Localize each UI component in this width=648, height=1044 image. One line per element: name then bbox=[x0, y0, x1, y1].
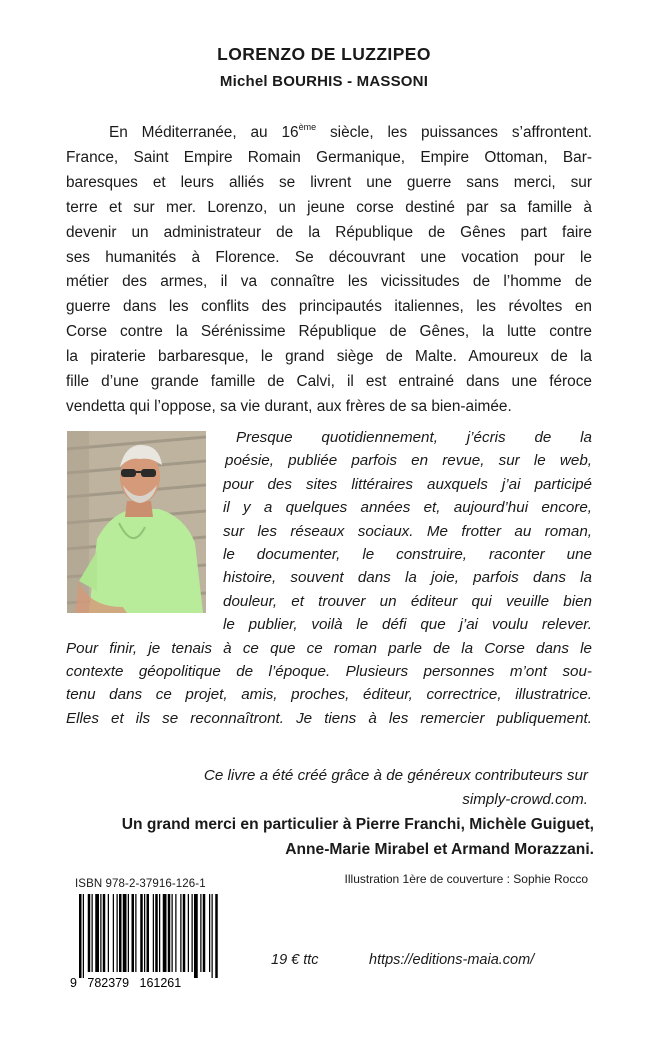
contributors-line: simply-crowd.com. bbox=[462, 790, 588, 808]
barcode-bar bbox=[123, 894, 127, 972]
barcode-bar bbox=[175, 894, 176, 972]
synopsis-line: France, Saint Empire Romain Germanique, Empire Ottoman, Bar- bbox=[66, 148, 592, 166]
barcode-bar bbox=[83, 894, 84, 978]
isbn-digits: 9 782379 161261 bbox=[70, 976, 182, 990]
barcode-bar bbox=[132, 894, 135, 972]
book-title: LORENZO DE LUZZIPEO bbox=[217, 44, 431, 64]
synopsis-line: baresques et leurs alliés se livrent une guerre sans merci, sur bbox=[66, 173, 592, 191]
synopsis-line: Corse contre la Sérénissime République de Gênes, la lutte contre bbox=[66, 323, 592, 341]
thanks-line: Un grand merci en particulier à Pierre Franchi, Michèle Guiguet, bbox=[121, 816, 594, 833]
synopsis-line: devenir un administrateur de la République de Gênes part faire bbox=[66, 223, 592, 241]
barcode-bar bbox=[144, 894, 145, 972]
bio-line: Presque quotidiennement, j’écris de la bbox=[236, 429, 592, 446]
barcode-bar bbox=[192, 894, 193, 972]
barcode-bar bbox=[119, 894, 122, 972]
synopsis-line: ses humanités à Florence. Se découvrant une vocation pour le bbox=[66, 248, 592, 266]
publisher-website[interactable]: https://editions-maia.com/ bbox=[369, 952, 535, 968]
thanks-note bbox=[0, 812, 594, 862]
synopsis-paragraph bbox=[66, 121, 592, 420]
price-label: 19 € ttc bbox=[271, 952, 319, 968]
barcode-bar bbox=[92, 894, 93, 972]
barcode-bar bbox=[140, 894, 143, 972]
bio-line: poésie, publiée parfois en revue, sur le web, bbox=[225, 452, 592, 470]
synopsis-line: En Méditerranée, au 16ème siècle, les puissances s’affrontent. bbox=[109, 122, 592, 141]
barcode-bar bbox=[153, 894, 154, 972]
barcode-bar bbox=[215, 894, 218, 978]
barcode-bar bbox=[180, 894, 181, 972]
bio-line: contexte géopolitique de l’époque. Plusieurs personnes m’ont sou- bbox=[66, 663, 592, 681]
synopsis-line: la piraterie barbaresque, le grand siège de Malte. Amoureux de la bbox=[66, 348, 592, 366]
bio-line: le publier, voilà le défi que j’ai voulu relever. bbox=[223, 616, 592, 634]
synopsis-line: terre et sur mer. Lorenzo, un jeune corse destiné par sa famille à bbox=[66, 198, 592, 216]
book-author: Michel BOURHIS - MASSONI bbox=[219, 73, 429, 90]
barcode-bar bbox=[168, 894, 171, 972]
contributors-line: Ce livre a été créé grâce à de généreux contributeurs sur bbox=[203, 767, 588, 784]
barcode-bar bbox=[88, 894, 91, 972]
barcode-bar bbox=[203, 894, 206, 972]
barcode-bar bbox=[209, 894, 210, 972]
barcode-icon bbox=[67, 892, 223, 990]
barcode-bar bbox=[147, 894, 150, 972]
barcode-bar bbox=[108, 894, 109, 972]
bio-line: le documenter, le construire, raconter une bbox=[223, 546, 592, 564]
synopsis-line: guerre dans les conflits des principautés italiennes, les révoltes en bbox=[66, 298, 592, 316]
bio-line: sur les réseaux sociaux. Me frotter au roman, bbox=[223, 522, 592, 540]
barcode-bar bbox=[95, 894, 99, 972]
barcode-bar bbox=[188, 894, 189, 972]
barcode-bar bbox=[200, 894, 201, 972]
illustration-credit: Illustration 1ère de couverture : Sophie Rocco bbox=[344, 872, 588, 886]
barcode-bar bbox=[155, 894, 158, 972]
bio-line: Pour finir, je tenais à ce que ce roman parle de la Corse dans le bbox=[66, 639, 592, 657]
isbn-label: ISBN 978-2-37916-126-1 bbox=[75, 878, 206, 890]
synopsis-line: métier des armes, il va connaître les vicissitudes de l’homme de bbox=[66, 273, 592, 291]
barcode-bar bbox=[79, 894, 82, 978]
barcode-bar bbox=[117, 894, 118, 972]
barcode-bar bbox=[100, 894, 101, 972]
synopsis-line: vendetta qui l’oppose, sa vie durant, aux frères de sa bien-aimée. bbox=[66, 397, 512, 415]
barcode-bar bbox=[163, 894, 167, 972]
bio-line: histoire, souvent dans la joie, parfois dans la bbox=[223, 569, 592, 587]
barcode-bar bbox=[159, 894, 160, 972]
thanks-line: Anne-Marie Mirabel et Armand Morazzani. bbox=[285, 841, 594, 858]
barcode-bar bbox=[113, 894, 114, 972]
barcode-bar bbox=[172, 894, 173, 972]
barcode-bar bbox=[103, 894, 106, 972]
barcode-bar bbox=[194, 894, 198, 978]
bio-line: douleur, et trouver un éditeur qui veuille bien bbox=[223, 592, 592, 610]
barcode-bar bbox=[135, 894, 136, 972]
barcode-bar bbox=[128, 894, 129, 972]
author-bio bbox=[66, 426, 592, 730]
bio-line: pour des sites littéraires auxquels j’ai participé bbox=[223, 475, 592, 493]
bio-line: il y a quelques années et, aujourd’hui encore, bbox=[223, 499, 592, 517]
synopsis-line: fille d’une grande famille de Calvi, il est entrainé dans une féroce bbox=[66, 373, 592, 391]
barcode-bar bbox=[183, 894, 186, 972]
contributors-note bbox=[0, 764, 588, 811]
barcode-bar bbox=[212, 894, 213, 978]
bio-line: tenu dans ce projet, amis, proches, éditeur, correctrice, illustratrice. bbox=[66, 686, 592, 704]
isbn-barcode-block bbox=[67, 878, 223, 992]
bio-line: Elles et ils se reconnaîtront. Je tiens à les remercier publiquement. bbox=[66, 709, 592, 727]
